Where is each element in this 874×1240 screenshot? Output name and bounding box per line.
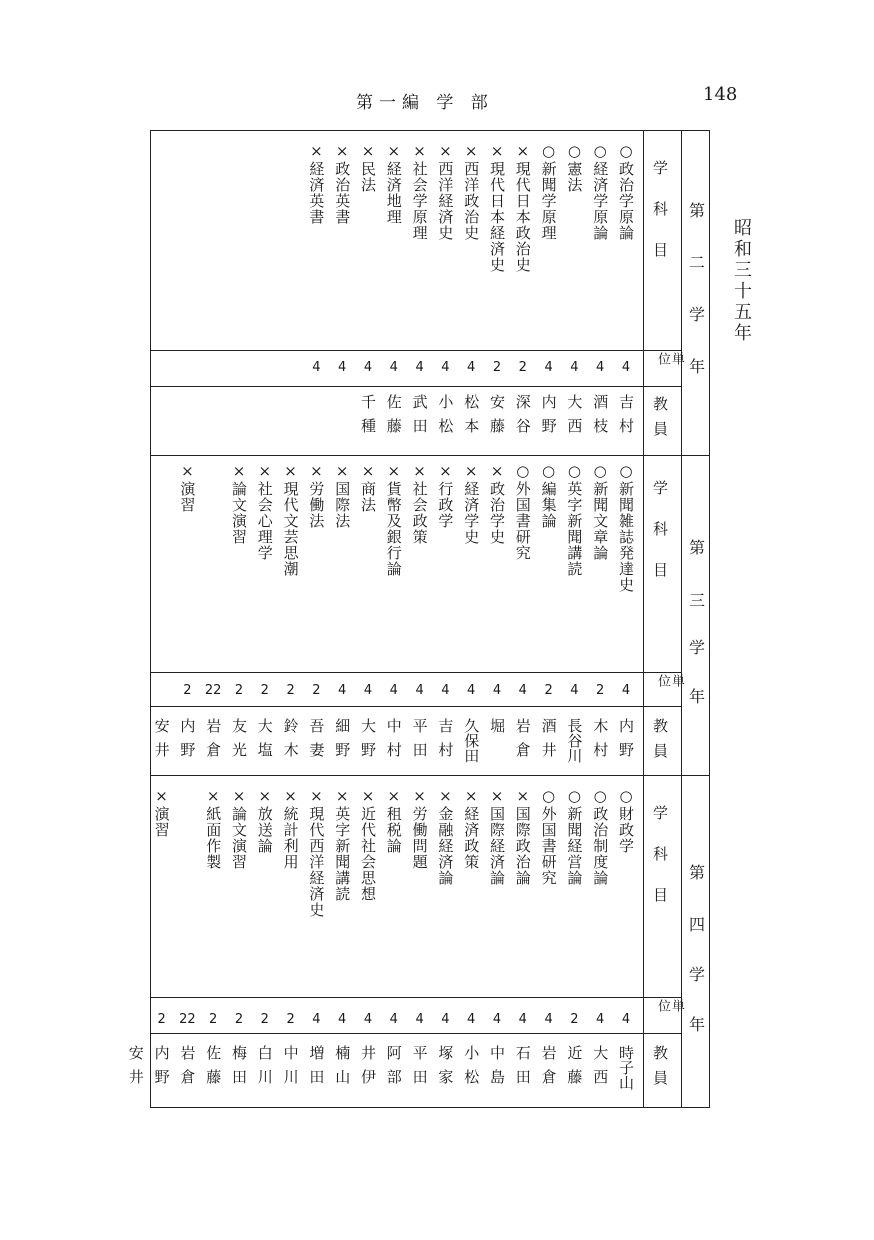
teacher-name: 大西	[591, 1045, 610, 1093]
teacher-name: 吉村	[617, 394, 635, 442]
unit-value: 4	[621, 1012, 631, 1027]
subject-name: ○財政学	[617, 787, 635, 854]
subject-name: ○新聞雑誌発達史	[617, 462, 635, 593]
teacher-name: 岩倉	[539, 1045, 558, 1093]
teacher-name: 安藤	[488, 394, 506, 442]
teacher-name: 友光	[230, 718, 248, 766]
teacher-name: 塚家	[436, 1045, 455, 1093]
subject-name: ×経済地理	[384, 142, 403, 225]
subject-name: ×放送論	[255, 787, 274, 854]
unit-value: 4	[441, 360, 450, 375]
teacher-name: 酒井	[539, 718, 558, 766]
teacher-name: 内野	[152, 1045, 171, 1093]
unit-value: 2	[286, 1012, 295, 1027]
subject-name: ×近代社会思想	[359, 787, 377, 902]
teacher-name: 武田	[410, 394, 429, 442]
subject-name: ×民法	[359, 142, 377, 193]
unit-value: 4	[492, 1012, 502, 1027]
teacher-name: 木村	[591, 718, 610, 766]
subject-header: 学科目	[651, 160, 669, 283]
teacher-name: 増田	[307, 1045, 326, 1093]
unit-value: 4	[389, 683, 398, 698]
teacher-name: 鈴木	[281, 718, 300, 766]
unit-value: 2	[286, 683, 295, 698]
teacher-name: 岩倉	[178, 1045, 197, 1093]
teacher-name: 大西	[565, 394, 584, 442]
unit-value: 2	[234, 1012, 244, 1027]
subject-name: ○編集論	[539, 462, 558, 529]
subject-name: ×労働問題	[410, 787, 429, 870]
header-column-divider	[643, 130, 644, 1108]
unit-value: 4	[415, 1012, 424, 1027]
teacher-name: 中島	[488, 1045, 506, 1093]
subject-name: ○政治制度論	[591, 787, 610, 886]
subject-name: ×貨幣及銀行論	[384, 462, 403, 577]
teacher-name: 佐藤	[384, 394, 403, 442]
unit-value: 22	[204, 683, 222, 698]
unit-value: 2	[518, 360, 527, 375]
row-divider	[150, 1033, 681, 1034]
unit-value: 4	[338, 360, 347, 375]
subject-header: 学科目	[651, 805, 669, 928]
teacher-name: 大野	[359, 718, 377, 766]
section-divider	[150, 455, 710, 456]
unit-value: 4	[363, 1012, 373, 1027]
unit-value: 4	[312, 1012, 321, 1027]
unit-value: 4	[415, 360, 424, 375]
subject-name: ×統計利用	[281, 787, 300, 870]
unit-value: 4	[596, 1012, 605, 1027]
teacher-name: 岩倉	[204, 718, 223, 766]
unit-value: 4	[467, 683, 476, 698]
subject-name: ×紙面作製	[204, 787, 223, 870]
unit-value: 4	[544, 360, 553, 375]
unit-value: 4	[389, 360, 398, 375]
section-divider	[150, 775, 710, 776]
teacher-name: 中川	[281, 1045, 300, 1093]
subject-name: ×国際法	[333, 462, 352, 529]
teacher-name: 千種	[359, 394, 377, 442]
unit-value: 4	[596, 360, 605, 375]
teacher-name: 大塩	[255, 718, 274, 766]
subject-name: ×政治学史	[488, 462, 506, 545]
subject-name: ○政治学原論	[617, 142, 635, 241]
teacher-name: 平田	[410, 1045, 429, 1093]
unit-value: 4	[518, 683, 527, 698]
teacher-name: 阿部	[384, 1045, 403, 1093]
unit-value: 4	[338, 1012, 347, 1027]
unit-value: 2	[570, 1012, 579, 1027]
teacher-name: 安井	[126, 1045, 145, 1093]
subject-name: ○外国書研究	[539, 787, 558, 886]
unit-value: 2	[260, 683, 269, 698]
teacher-name: 平田	[410, 718, 429, 766]
unit-value: 4	[621, 360, 631, 375]
subject-name: ×金融経済論	[436, 787, 455, 886]
row-divider	[150, 386, 681, 387]
subject-name: ×社会心理学	[255, 462, 274, 561]
row-divider	[150, 706, 681, 707]
teacher-name: 深谷	[513, 394, 532, 442]
subject-name: ×国際経済論	[488, 787, 506, 886]
subject-name: ×行政学	[436, 462, 455, 529]
subject-name: ○新聞文章論	[591, 462, 610, 561]
subject-name: ×経済学史	[462, 462, 481, 545]
subject-name: ×現代文芸思潮	[281, 462, 300, 577]
page-number: 148	[703, 84, 738, 105]
unit-value: 4	[492, 683, 502, 698]
unit-value: 2	[260, 1012, 269, 1027]
year-column-divider	[681, 130, 682, 1108]
row-divider	[150, 997, 681, 998]
teacher-name: 小松	[436, 394, 455, 442]
subject-name: ×演習	[152, 787, 171, 838]
unit-value: 2	[492, 360, 502, 375]
unit-value: 2	[596, 683, 605, 698]
teacher-name: 細野	[333, 718, 352, 766]
unit-value: 2	[544, 683, 553, 698]
teacher-name: 近藤	[565, 1045, 584, 1093]
teacher-name: 内野	[178, 718, 197, 766]
subject-name: ×英字新聞講読	[333, 787, 352, 902]
subject-name: ×経済英書	[307, 142, 326, 225]
teacher-name: 井伊	[359, 1045, 377, 1093]
subject-name: ○外国書研究	[513, 462, 532, 561]
teacher-name: 時子山	[617, 1045, 635, 1090]
unit-value: 2	[312, 683, 321, 698]
unit-value: 4	[570, 683, 579, 698]
teacher-name: 安井	[152, 718, 171, 766]
subject-name: ×西洋政治史	[462, 142, 481, 241]
subject-name: ×現代日本経済史	[488, 142, 506, 273]
unit-value: 2	[183, 683, 192, 698]
subject-name: ×現代日本政治史	[513, 142, 532, 273]
subject-name: ○新聞経営論	[565, 787, 584, 886]
subject-name: ×論文演習	[230, 462, 248, 545]
subject-name: ×西洋経済史	[436, 142, 455, 241]
subject-name: ×社会学原理	[410, 142, 429, 241]
subject-name: ×現代西洋経済史	[307, 787, 326, 918]
subject-name: ×論文演習	[230, 787, 248, 870]
teacher-name: 久保田	[462, 718, 481, 763]
teacher-name: 堀	[488, 718, 506, 742]
teacher-name: 佐藤	[204, 1045, 223, 1093]
subject-name: ○憲法	[565, 142, 584, 193]
subject-name: ×政治英書	[333, 142, 352, 225]
unit-value: 4	[570, 360, 579, 375]
row-divider	[150, 350, 681, 351]
subject-name: ○経済学原論	[591, 142, 610, 241]
teacher-name: 小松	[462, 1045, 481, 1093]
teacher-name: 吉村	[436, 718, 455, 766]
teacher-name: 吾妻	[307, 718, 326, 766]
teacher-name: 内野	[617, 718, 635, 766]
row-divider	[150, 672, 681, 673]
teacher-name: 内野	[539, 394, 558, 442]
subject-header: 学科目	[651, 480, 669, 603]
unit-value: 4	[312, 360, 321, 375]
section-title: 第一編 学 部	[356, 93, 494, 113]
unit-value: 4	[415, 683, 424, 698]
teacher-name: 松本	[462, 394, 481, 442]
teacher-header: 教員	[651, 718, 669, 768]
subject-name: ×国際政治論	[513, 787, 532, 886]
teacher-name: 酒枝	[591, 394, 610, 442]
subject-name: ×経済政策	[462, 787, 481, 870]
subject-name: ○英字新聞講読	[565, 462, 584, 577]
teacher-name: 白川	[255, 1045, 274, 1093]
teacher-name: 楠山	[333, 1045, 352, 1093]
unit-header: 単 位	[655, 352, 684, 365]
unit-value: 4	[518, 1012, 527, 1027]
unit-header: 単 位	[655, 674, 684, 687]
unit-value: 4	[621, 683, 631, 698]
unit-value: 2	[209, 1012, 218, 1027]
teacher-name: 長谷川	[565, 718, 584, 763]
subject-name: ×商法	[359, 462, 377, 513]
unit-value: 4	[363, 683, 373, 698]
unit-value: 4	[338, 683, 347, 698]
unit-value: 4	[467, 360, 476, 375]
teacher-name: 梅田	[230, 1045, 248, 1093]
teacher-name: 中村	[384, 718, 403, 766]
unit-header: 単 位	[655, 999, 684, 1012]
subject-name: ×演習	[178, 462, 197, 513]
side-label: 昭和三十五年	[731, 218, 752, 344]
unit-value: 2	[157, 1012, 166, 1027]
subject-name: ×租税論	[384, 787, 403, 854]
curriculum-table	[150, 130, 710, 1108]
teacher-name: 石田	[513, 1045, 532, 1093]
unit-value: 22	[179, 1012, 196, 1027]
unit-value: 4	[441, 1012, 450, 1027]
unit-value: 4	[441, 683, 450, 698]
teacher-header: 教員	[651, 396, 669, 446]
teacher-header: 教員	[651, 1045, 669, 1095]
unit-value: 4	[544, 1012, 553, 1027]
subject-name: ×労働法	[307, 462, 326, 529]
subject-name: ×社会政策	[410, 462, 429, 545]
unit-value: 4	[363, 360, 373, 375]
unit-value: 4	[389, 1012, 398, 1027]
unit-value: 4	[467, 1012, 476, 1027]
subject-name: ○新聞学原理	[539, 142, 558, 241]
unit-value: 2	[234, 683, 244, 698]
teacher-name: 岩倉	[513, 718, 532, 766]
